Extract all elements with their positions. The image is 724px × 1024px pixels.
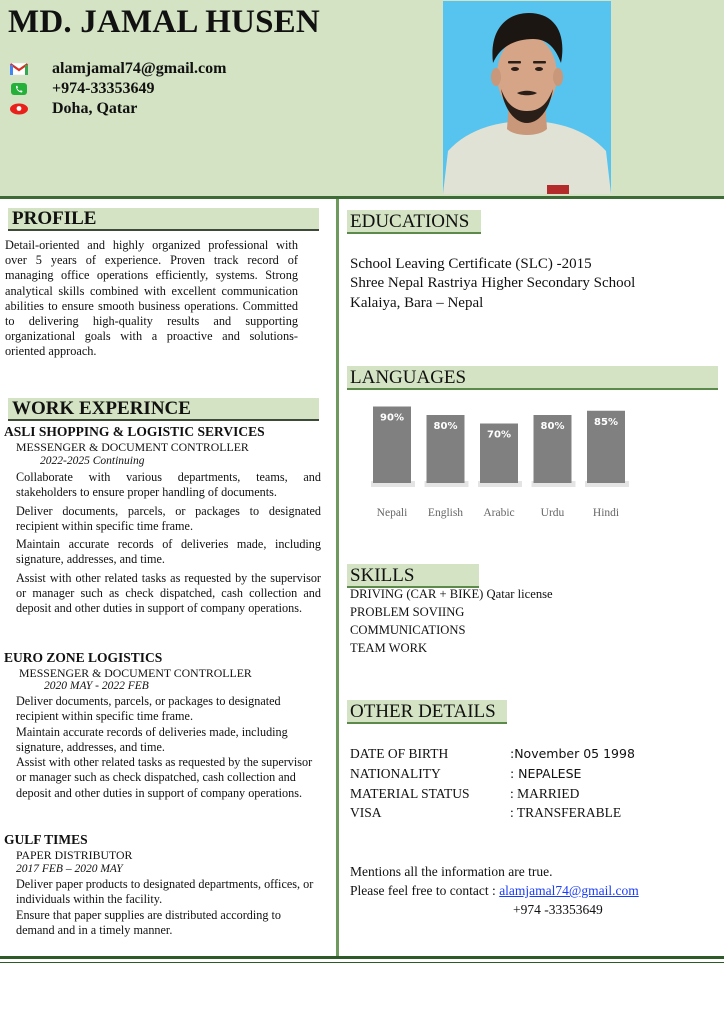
job-dates: 2020 MAY - 2022 FEB: [44, 680, 149, 692]
detail-value: : MARRIED: [510, 786, 580, 801]
profile-photo: [443, 1, 611, 194]
gmail-icon: [8, 62, 30, 76]
bar-value-label: 90%: [380, 412, 404, 424]
detail-label: NATIONALITY: [350, 766, 441, 781]
languages-heading-bar: [347, 366, 718, 390]
whatsapp-icon: [8, 82, 30, 96]
skill-item: PROBLEM SOVIING: [350, 605, 465, 619]
footer-phone: +974 -33353649: [513, 902, 603, 917]
languages-chart: [350, 392, 650, 528]
footer-email-link[interactable]: alamjamal74@gmail.com: [499, 883, 639, 898]
location-pin-icon: [8, 102, 30, 116]
job-dates: 2017 FEB – 2020 MAY: [16, 863, 123, 875]
job-role: MESSENGER & DOCUMENT CONTROLLER: [19, 666, 252, 680]
other-details-heading: OTHER DETAILS: [350, 701, 496, 722]
candidate-name: MD. JAMAL HUSEN: [8, 4, 320, 40]
header-divider: [0, 196, 724, 199]
bottom-divider: [0, 956, 724, 959]
skill-item: TEAM WORK: [350, 641, 428, 655]
job-duties: [16, 877, 314, 938]
bottom-divider-thin: [0, 962, 724, 963]
contact-location: Doha, Qatar: [52, 100, 138, 117]
profile-heading: PROFILE: [12, 208, 97, 229]
languages-heading: LANGUAGES: [350, 367, 467, 388]
job-duty: Deliver paper products to designated departments, offices, or individuals within the facility.: [16, 877, 314, 907]
work-heading: WORK EXPERINCE: [12, 398, 191, 419]
other-details-heading-bar: [347, 700, 507, 724]
contact-location-row: [8, 100, 137, 118]
education-heading-bar: [347, 210, 481, 234]
detail-label: DATE OF BIRTH: [350, 746, 449, 761]
work-heading-bar: [8, 398, 319, 421]
detail-value: : NEPALESE: [510, 766, 582, 781]
job-duty: Collaborate with various departments, teams, and stakeholders to ensure proper handling of documents.: [16, 470, 321, 500]
header-band: [0, 0, 724, 196]
job-role: PAPER DISTRIBUTOR: [16, 848, 133, 862]
bar-value-label: 85%: [594, 416, 618, 428]
contact-note-prefix: Please feel free to contact :: [350, 883, 500, 898]
detail-label: MATERIAL STATUS: [350, 786, 470, 801]
job-duties: [16, 470, 321, 620]
declaration-text: Mentions all the information are true.: [350, 864, 553, 879]
education-line: School Leaving Certificate (SLC) -2015: [350, 256, 592, 272]
job-company: GULF TIMES: [4, 832, 88, 847]
job-duty: Deliver documents, parcels, or packages to designated recipient within specific time frame.: [16, 694, 281, 724]
contact-note: [350, 883, 639, 899]
job-dates: 2022-2025 Continuing: [40, 455, 145, 467]
job-duty: Ensure that paper supplies are distributed according to demand and in a timely manner.: [16, 907, 281, 937]
bar-value-label: 80%: [540, 421, 565, 432]
detail-label: VISA: [350, 805, 382, 820]
job-role: MESSENGER & DOCUMENT CONTROLLER: [16, 440, 249, 454]
education-heading: EDUCATIONS: [350, 211, 470, 232]
detail-value: :November 05 1998: [510, 746, 635, 761]
contact-email[interactable]: alamjamal74@gmail.com: [52, 60, 227, 77]
category-label: English: [427, 507, 464, 519]
detail-value: : TRANSFERABLE: [510, 805, 622, 820]
skill-item: COMMUNICATIONS: [350, 623, 466, 637]
job-duty: Maintain accurate records of deliveries made, including signature, addresses, and time.: [16, 537, 321, 567]
category-label: Arabic: [483, 507, 515, 519]
contact-email-row: [8, 60, 226, 78]
job-duty: Assist with other related tasks as requested by the supervisor or manager such as check dispatched, cash collection and deposit and other duties in support of company operations.: [16, 755, 313, 800]
bar-value-label: 70%: [487, 429, 511, 441]
job-duty: Deliver documents, parcels, or packages to designated recipient within specific time frame.: [16, 503, 321, 533]
profile-heading-bar: [8, 208, 319, 231]
category-label: Urdu: [540, 507, 565, 519]
category-label: Nepali: [376, 507, 408, 519]
bar-value-label: 80%: [433, 421, 458, 432]
skills-heading-bar: [347, 564, 479, 588]
category-label: Hindi: [592, 507, 620, 519]
skill-item: DRIVING (CAR + BIKE) Qatar license: [350, 587, 553, 601]
contact-phone[interactable]: +974-33353649: [52, 80, 155, 97]
job-duties: [16, 694, 314, 801]
job-company: ASLI SHOPPING & LOGISTIC SERVICES: [4, 424, 265, 439]
skills-heading: SKILLS: [350, 565, 415, 586]
education-line: Kalaiya, Bara – Nepal: [350, 295, 484, 311]
job-company: EURO ZONE LOGISTICS: [4, 650, 163, 665]
column-divider: [336, 199, 339, 956]
contact-phone-row: [8, 80, 154, 98]
job-duty: Assist with other related tasks as requested by the supervisor or manager such as check dispatched, cash collection and deposit and other duties in support of company operations.: [16, 570, 321, 616]
education-line: Shree Nepal Rastriya Higher Secondary School: [350, 275, 636, 291]
profile-summary: Detail-oriented and highly organized professional with over 5 years of experience. Proven track record of managing office operations efficiently, systems. Strong analytical skills combined with excellent communication abilities to ensure smooth business operations. Committed to delivering high-quality results and supporting organizational goals with a proactive and solutions-oriented approach.: [5, 238, 298, 359]
job-duty: Maintain accurate records of deliveries made, including signature, addresses, and time.: [16, 724, 288, 754]
